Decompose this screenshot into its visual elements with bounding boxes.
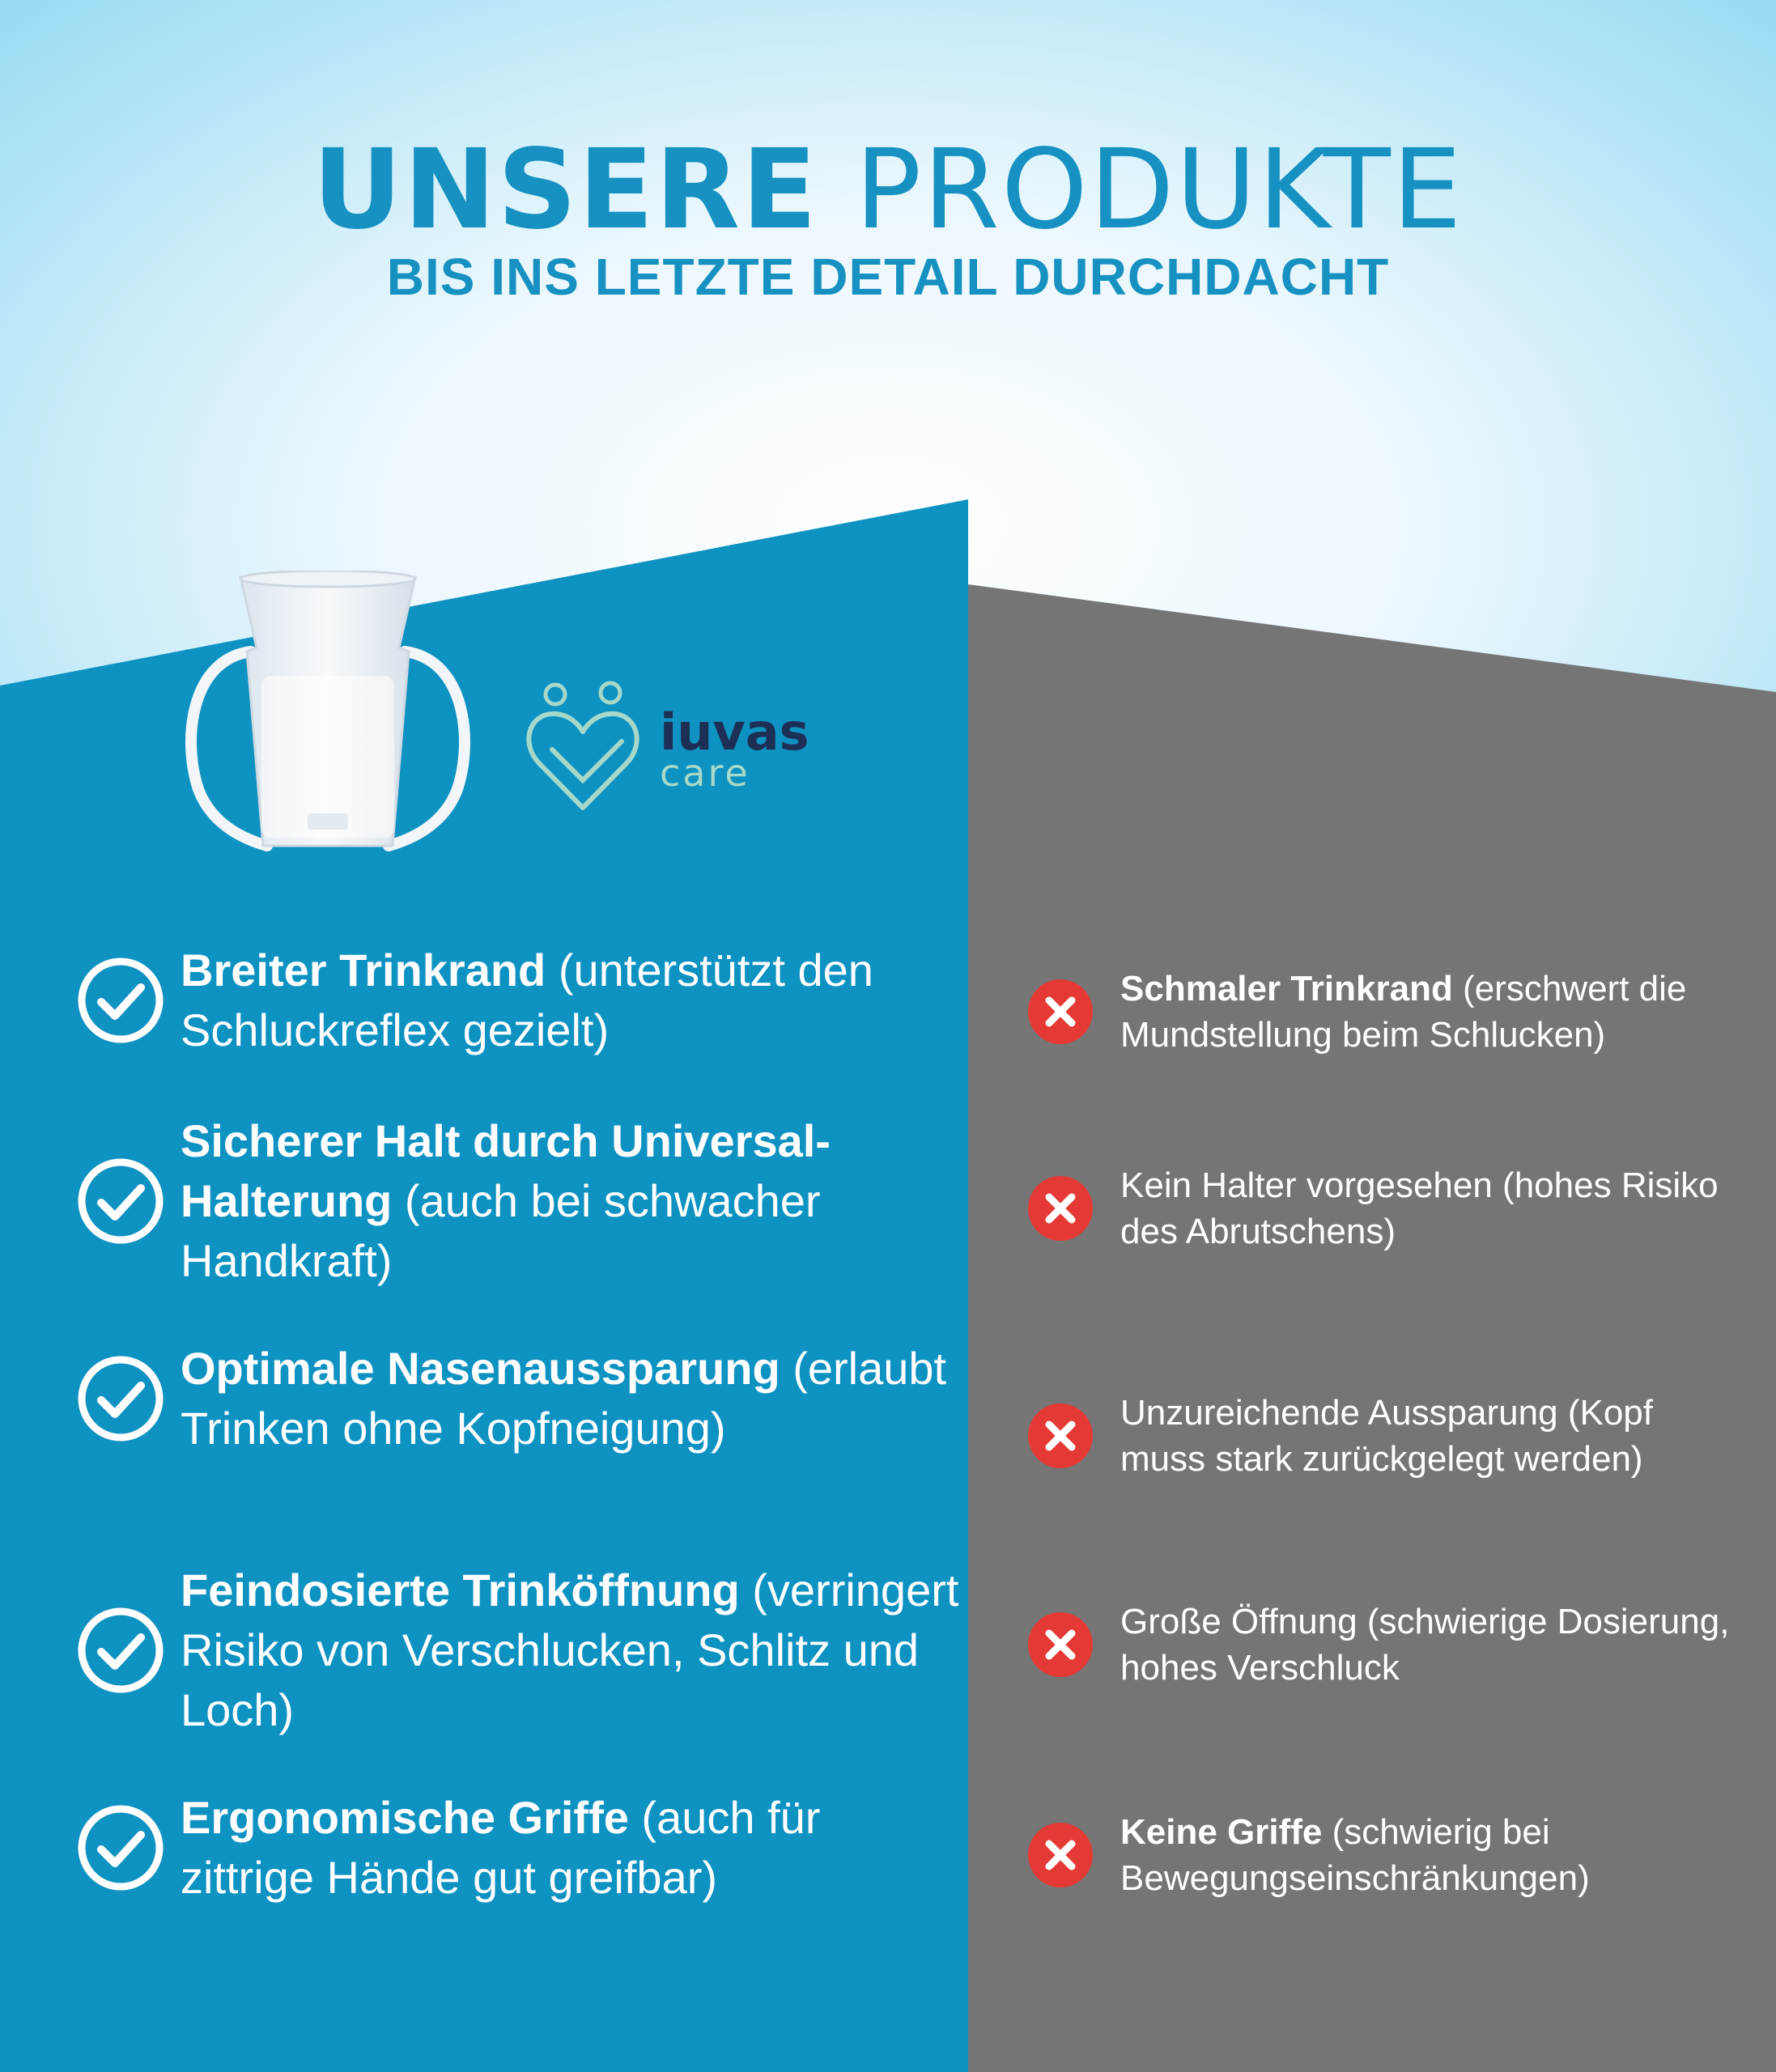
con-text — [1120, 1809, 1739, 1901]
check-icon — [77, 1355, 164, 1442]
pro-rest: (auch für zittrige Hände gut greifbar) — [181, 1792, 821, 1903]
page-subtitle: BIS INS LETZTE DETAIL DURCHDACHT — [386, 248, 1390, 306]
pro-item — [77, 1560, 959, 1740]
logo-subtext: care — [660, 751, 750, 795]
pro-rest: (verringert Risiko von Verschlucken, Schlitz und Loch) — [181, 1565, 959, 1735]
pro-text — [181, 1788, 959, 1908]
check-icon — [77, 1804, 164, 1892]
con-item — [1026, 966, 1739, 1058]
pro-text — [181, 940, 959, 1060]
logo-name: iuvas — [660, 703, 809, 762]
con-rest: Große Öffnung (schwierige Dosierung, hohes Verschluck — [1120, 1602, 1730, 1688]
pro-rest: (auch bei schwacher Handkraft) — [181, 1175, 821, 1286]
pro-bold: Feindosierte Trinköffnung — [181, 1565, 740, 1616]
con-item — [1026, 1162, 1739, 1255]
con-rest: Unzureichende Aussparung (Kopf muss stark zurückgelegt werden) — [1120, 1393, 1653, 1479]
check-icon — [77, 1607, 164, 1694]
pro-bold: Breiter Trinkrand — [181, 945, 546, 996]
con-item — [1026, 1809, 1739, 1901]
cross-icon — [1026, 978, 1094, 1046]
pro-item — [77, 1111, 959, 1291]
pro-text — [181, 1560, 959, 1740]
con-text — [1120, 1162, 1739, 1255]
cross-icon — [1026, 1821, 1094, 1889]
pro-bold: Sicherer Halt durch Universal-Halterung — [181, 1115, 831, 1226]
con-text — [1120, 1390, 1739, 1482]
pro-rest: (unterstützt den Schluckreflex gezielt) — [181, 945, 873, 1055]
pro-bold: Ergonomische Griffe — [181, 1792, 629, 1843]
check-icon — [77, 957, 164, 1044]
pro-item — [77, 940, 959, 1060]
title-bold: UNSERE — [312, 126, 819, 254]
title-light: PRODUKTE — [855, 126, 1464, 254]
con-rest: (erschwert die Mundstellung beim Schlucken) — [1120, 969, 1687, 1055]
pro-rest: (erlaubt Trinken ohne Kopfneigung) — [181, 1343, 947, 1454]
cross-icon — [1026, 1402, 1094, 1470]
pro-item — [77, 1788, 959, 1908]
cross-icon — [1026, 1611, 1094, 1679]
product-cup-icon — [174, 571, 482, 870]
con-bold: Schmaler Trinkrand — [1120, 969, 1453, 1008]
con-rest: (schwierig bei Bewegungseinschränkungen) — [1120, 1812, 1590, 1898]
con-text — [1120, 1599, 1739, 1691]
pro-item — [77, 1339, 959, 1458]
con-item — [1026, 1390, 1739, 1482]
con-bold: Keine Griffe — [1120, 1812, 1323, 1852]
con-rest: Kein Halter vorgesehen (hohes Risiko des Abrutschens) — [1120, 1166, 1719, 1251]
pro-text — [181, 1111, 959, 1291]
con-text — [1120, 966, 1739, 1058]
check-icon — [77, 1157, 164, 1245]
page-title — [0, 126, 1776, 254]
pro-bold: Optimale Nasenaussparung — [181, 1343, 780, 1394]
con-item — [1026, 1599, 1739, 1691]
cross-icon — [1026, 1174, 1094, 1242]
pro-text — [181, 1339, 959, 1458]
